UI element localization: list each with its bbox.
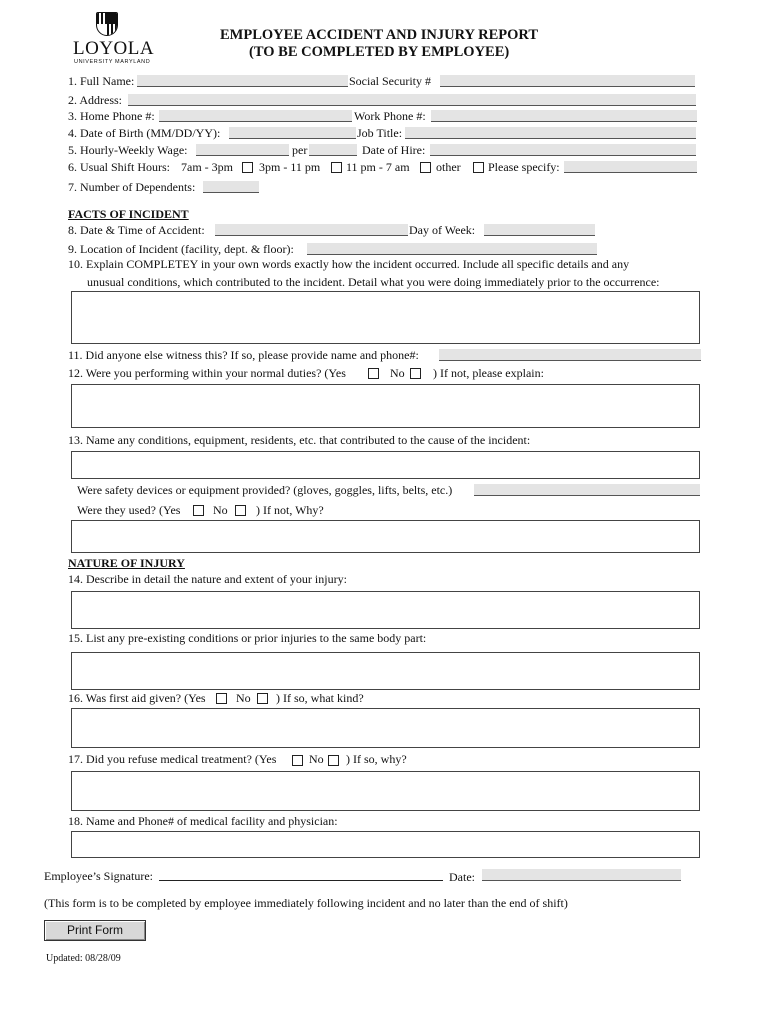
date-label: Date: [449, 870, 475, 884]
first-aid-no-label: No [236, 691, 251, 705]
safety-input[interactable] [474, 484, 700, 496]
shift-other-checkbox[interactable] [473, 162, 484, 173]
shift-other-label: other [436, 160, 461, 174]
used-no-checkbox[interactable] [235, 505, 246, 516]
home-phone-label: 3. Home Phone #: [68, 109, 155, 123]
refuse-textarea[interactable] [71, 771, 700, 811]
explain-label-line1: 10. Explain COMPLETEY in your own words exactly how the incident occurred. Include all specific details and any [68, 257, 630, 271]
refuse-no-label: No [309, 752, 324, 766]
home-phone-input[interactable] [159, 110, 352, 122]
shift-3-label: 11 pm - 7 am [346, 160, 410, 174]
injury-describe-textarea[interactable] [71, 591, 700, 629]
duties-label: 12. Were you performing within your normal duties? (Yes [68, 366, 346, 380]
location-label: 9. Location of Incident (facility, dept. & floor): [68, 242, 294, 256]
duties-no-label: No [390, 366, 405, 380]
injury-describe-label: 14. Describe in detail the nature and extent of your injury: [68, 572, 347, 586]
used-no-label: No [213, 503, 228, 517]
shift-3-checkbox[interactable] [420, 162, 431, 173]
shift-label: 6. Usual Shift Hours: [68, 160, 170, 174]
wage-period-input[interactable] [309, 144, 357, 156]
ssn-label: Social Security # [349, 74, 431, 88]
used-why-textarea[interactable] [71, 520, 700, 553]
first-aid-kind-label: ) If so, what kind? [276, 691, 364, 705]
facility-textarea[interactable] [71, 831, 700, 858]
loyola-shield-icon [96, 12, 118, 36]
refuse-label: 17. Did you refuse medical treatment? (Yes [68, 752, 277, 766]
address-label: 2. Address: [68, 93, 122, 107]
day-of-week-input[interactable] [484, 224, 595, 236]
explain-label-line2: unusual conditions, which contributed to the incident. Detail what you were doing immediately prior to the occurrence: [87, 275, 660, 289]
conditions-textarea[interactable] [71, 451, 700, 479]
refuse-no-checkbox[interactable] [328, 755, 339, 766]
shift-2-label: 3pm - 11 pm [259, 160, 321, 174]
please-specify-label: Please specify: [488, 160, 560, 174]
shift-2-checkbox[interactable] [331, 162, 342, 173]
duties-textarea[interactable] [71, 384, 700, 428]
logo-name: LOYOLA [73, 38, 155, 59]
signature-date-input[interactable] [482, 869, 681, 881]
accident-date-input[interactable] [215, 224, 408, 236]
updated-date: Updated: 08/28/09 [46, 953, 121, 964]
preexisting-textarea[interactable] [71, 652, 700, 690]
conditions-label: 13. Name any conditions, equipment, residents, etc. that contributed to the cause of the incident: [68, 433, 531, 447]
witness-label: 11. Did anyone else witness this? If so, please provide name and phone#: [68, 348, 419, 362]
signature-line[interactable] [159, 868, 443, 881]
ssn-input[interactable] [440, 75, 695, 87]
print-form-button[interactable]: Print Form [44, 920, 146, 941]
shift-1-label: 7am - 3pm [181, 160, 233, 174]
refuse-why-label: ) If so, why? [346, 752, 407, 766]
completion-note: (This form is to be completed by employee immediately following incident and no later than the end of shift) [44, 896, 568, 910]
used-label: Were they used? (Yes [77, 503, 181, 517]
page-title: EMPLOYEE ACCIDENT AND INJURY REPORT [220, 27, 539, 43]
dependents-input[interactable] [203, 181, 259, 193]
used-yes-checkbox[interactable] [193, 505, 204, 516]
facts-heading: FACTS OF INCIDENT [68, 207, 189, 221]
injury-heading: NATURE OF INJURY [68, 556, 185, 570]
shift-1-checkbox[interactable] [242, 162, 253, 173]
full-name-label: 1. Full Name: [68, 74, 135, 88]
dob-input[interactable] [229, 127, 356, 139]
preexisting-label: 15. List any pre-existing conditions or prior injuries to the same body part: [68, 631, 427, 645]
first-aid-no-checkbox[interactable] [257, 693, 268, 704]
work-phone-input[interactable] [431, 110, 697, 122]
job-title-label: Job Title: [357, 126, 403, 140]
day-of-week-label: Day of Week: [409, 223, 476, 237]
duties-explain-label: ) If not, please explain: [433, 366, 544, 380]
dependents-label: 7. Number of Dependents: [68, 180, 196, 194]
job-title-input[interactable] [405, 127, 696, 139]
date-of-hire-input[interactable] [430, 144, 696, 156]
first-aid-yes-checkbox[interactable] [216, 693, 227, 704]
first-aid-textarea[interactable] [71, 708, 700, 748]
refuse-yes-checkbox[interactable] [292, 755, 303, 766]
wage-input[interactable] [196, 144, 289, 156]
used-why-label: ) If not, Why? [256, 503, 324, 517]
logo-subtitle: UNIVERSITY MARYLAND [74, 59, 151, 65]
page-subtitle: (TO BE COMPLETED BY EMPLOYEE) [249, 44, 510, 60]
safety-label: Were safety devices or equipment provided? (gloves, goggles, lifts, belts, etc.) [77, 483, 453, 497]
witness-input[interactable] [439, 349, 701, 361]
wage-label: 5. Hourly-Weekly Wage: [68, 143, 188, 157]
per-label: per [292, 143, 308, 157]
duties-yes-checkbox[interactable] [368, 368, 379, 379]
facility-label: 18. Name and Phone# of medical facility and physician: [68, 814, 338, 828]
accident-date-label: 8. Date & Time of Accident: [68, 223, 205, 237]
signature-label: Employee’s Signature: [44, 869, 153, 883]
shift-specify-input[interactable] [564, 161, 697, 173]
duties-no-checkbox[interactable] [410, 368, 421, 379]
explain-textarea[interactable] [71, 291, 700, 344]
work-phone-label: Work Phone #: [354, 109, 426, 123]
first-aid-label: 16. Was first aid given? (Yes [68, 691, 206, 705]
dob-label: 4. Date of Birth (MM/DD/YY): [68, 126, 221, 140]
full-name-input[interactable] [137, 75, 348, 87]
address-input[interactable] [128, 94, 696, 106]
date-of-hire-label: Date of Hire: [362, 143, 426, 157]
location-input[interactable] [307, 243, 597, 255]
